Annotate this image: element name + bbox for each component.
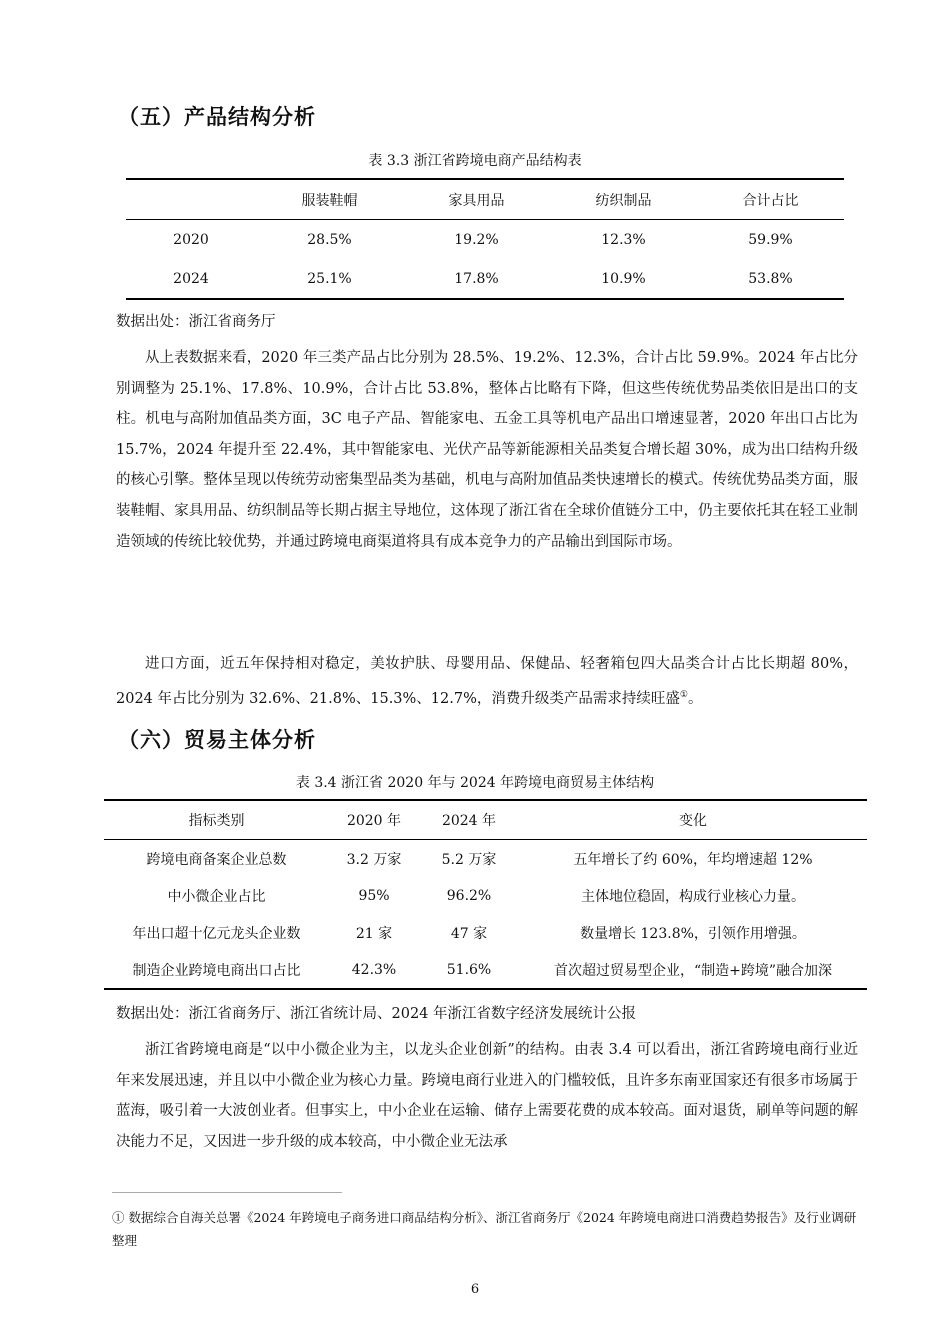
header-cell: 2024 年	[419, 800, 519, 840]
table-cell: 19.2%	[454, 231, 499, 248]
table-3-3-source: 数据出处：浙江省商务厅	[116, 314, 276, 330]
table-cell: 年出口超十亿元龙头企业数	[132, 925, 301, 942]
table-row	[126, 259, 844, 299]
table-cell: 2024	[173, 270, 209, 287]
table-cell: 17.8%	[454, 270, 499, 287]
table-cell: 10.9%	[601, 270, 646, 287]
header-cell: 指标类别	[104, 800, 329, 840]
header-cell	[126, 179, 256, 220]
table-cell: 96.2%	[446, 887, 492, 904]
table-cell: 2020	[173, 231, 209, 248]
table-cell: 59.9%	[748, 231, 793, 248]
paragraph-end: 。	[687, 690, 703, 707]
table-row	[104, 951, 867, 989]
table-cell: 制造企业跨境电商出口占比	[132, 962, 301, 979]
table-3-3-caption: 表 3.3 浙江省跨境电商产品结构表	[368, 153, 582, 169]
section-heading-6: （六）贸易主体分析	[118, 728, 316, 752]
table-row	[104, 877, 867, 914]
table-header-row	[104, 800, 867, 840]
footnote: ① 数据综合自海关总署《2024 年跨境电子商务进口商品结构分析》、浙江省商务厅《2024 年跨境电商进口消费趋势报告》及行业调研整理	[112, 1210, 857, 1248]
table-cell: 数量增长 123.8%，引领作用增强。	[580, 925, 806, 942]
table-cell: 21 家	[355, 925, 393, 942]
section-heading-5: （五）产品结构分析	[118, 105, 316, 129]
paragraph-text: 进口方面，近五年保持相对稳定，美妆护肤、母婴用品、保健品、轻奢箱包四大品类合计占比长期超 80%，2024 年占比分别为 32.6%、21.8%、15.3%、12.7%，消费升级类产品需求持续旺盛	[116, 656, 858, 707]
table-row	[126, 220, 844, 260]
table-cell: 25.1%	[307, 270, 352, 287]
paragraph-product-structure: 从上表数据来看，2020 年三类产品占比分别为 28.5%、19.2%、12.3%，合计占比 59.9%。2024 年占比分别调整为 25.1%、17.8%、10.9%，合计占比 53.8%，整体占比略有下降，但这些传统优势品类依旧是出口的支柱。机电与高附加值品类方面，3C 电子产品、智能家电、五金工具等机电产品出口增速显著，2020 年出口占比为 15.7%，2024 年提升至 22.4%，其中智能家电、光伏产品等新能源相关品类复合增长超 30%，成为出口结构升级的核心引擎。整体呈现以传统劳动密集型品类为基础，机电与高附加值品类快速增长的模式。传统优势品类方面，服装鞋帽、家具用品、纺织制品等长期占据主导地位，这体现了浙江省在全球价值链分工中，仍主要依托其在轻工业制造领域的传统比较优势，并通过跨境电商渠道将具有成本竞争力的产品输出到国际市场。	[116, 350, 858, 550]
table-cell: 3.2 万家	[346, 851, 402, 868]
footnote-divider	[112, 1192, 342, 1193]
header-cell: 变化	[519, 800, 867, 840]
table-3-4-caption: 表 3.4 浙江省 2020 年与 2024 年跨境电商贸易主体结构	[295, 775, 655, 791]
table-3-4-source: 数据出处：浙江省商务厅、浙江省统计局、2024 年浙江省数字经济发展统计公报	[116, 1006, 637, 1022]
paragraph-imports	[116, 649, 858, 714]
paragraph-trade-entities: 浙江省跨境电商是“以中小微企业为主，以龙头企业创新”的结构。由表 3.4 可以看出，浙江省跨境电商行业近年来发展迅速，并且以中小微企业为核心力量。跨境电商行业进入的门槛较低，且许多东南亚国家还有很多市场属于蓝海，吸引着一大波创业者。但事实上，中小企业在运输、储存上需要花费的成本较高。面对退货，刷单等问题的解决能力不足，又因进一步升级的成本较高，中小微企业无法承	[116, 1042, 858, 1150]
page-number: 6	[470, 1282, 480, 1297]
header-cell: 2020 年	[329, 800, 419, 840]
table-cell: 51.6%	[446, 961, 492, 978]
table-row	[104, 840, 867, 878]
table-header-row	[126, 179, 844, 220]
table-row	[104, 914, 867, 951]
header-cell: 家具用品	[403, 179, 550, 220]
table-cell: 28.5%	[307, 231, 352, 248]
table-cell: 95%	[358, 887, 390, 904]
table-cell: 12.3%	[601, 231, 646, 248]
table-cell: 中小微企业占比	[167, 888, 266, 905]
table-cell: 53.8%	[748, 270, 793, 287]
footnote-marker: ①	[679, 689, 688, 700]
table-cell: 42.3%	[351, 961, 397, 978]
table-cell: 跨境电商备案企业总数	[146, 851, 287, 868]
table-cell: 5.2 万家	[441, 851, 497, 868]
table-3-4	[104, 799, 867, 990]
table-cell: 首次超过贸易型企业，“制造+跨境”融合加深	[553, 962, 833, 979]
header-cell: 服装鞋帽	[256, 179, 403, 220]
table-3-3	[126, 178, 844, 300]
table-cell: 主体地位稳固，构成行业核心力量。	[581, 888, 805, 905]
table-cell: 五年增长了约 60%，年均增速超 12%	[573, 851, 813, 868]
table-cell: 47 家	[450, 925, 488, 942]
header-cell: 合计占比	[697, 179, 844, 220]
header-cell: 纺织制品	[550, 179, 697, 220]
